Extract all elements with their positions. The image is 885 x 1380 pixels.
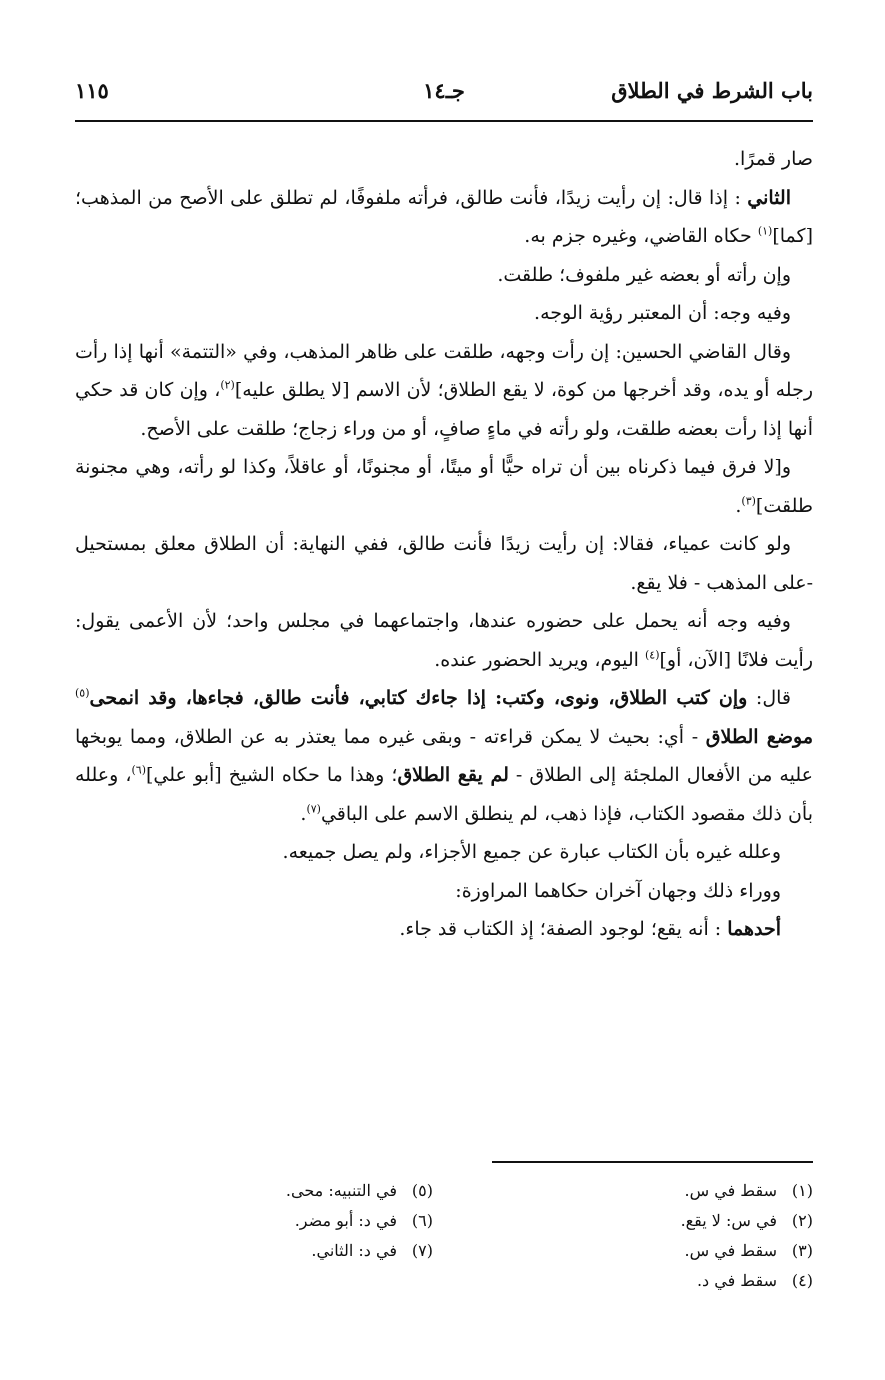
text-run: حكاه القاضي، وغيره جزم به. [524, 225, 758, 247]
footnote-number: (١) [791, 1181, 813, 1200]
page-number: ١١٥ [75, 78, 109, 103]
footnote-text: في د: الثاني. [311, 1241, 397, 1260]
paragraph [75, 294, 813, 333]
text-run: وإن رأته أو بعضه غير ملفوف؛ طلقت. [497, 263, 791, 286]
footnote-text: في التنبيه: محى. [285, 1181, 397, 1200]
footnote-text: في س: لا يقع. [680, 1211, 777, 1230]
paragraph [75, 179, 813, 256]
text-run: ووراء ذلك وجهان آخران حكاهما المراوزة: [455, 879, 781, 902]
text-run: و[لا فرق فيما ذكرناه بين أن تراه حيًّا أو ميتًا، أو مجنونًا، أو عاقلاً، وكذا لو رأته، وهي مجنونة طلقت] [75, 456, 813, 517]
footnote-ref: (٤) [644, 648, 660, 662]
volume-label: جـ١٤ [423, 78, 465, 103]
footnote [513, 1236, 813, 1266]
bold-matn: وإن كتب الطلاق، ونوى، وكتب: إذا جاءك كتابي، فأنت طالق، فجاءها، وقد انمحى [89, 687, 748, 709]
text-run: قال: [747, 687, 791, 709]
paragraph [75, 602, 813, 679]
footnote-ref: (١) [757, 224, 773, 238]
text-run: وفيه وجه أنه يحمل على حضوره عندها، واجتماعهما في مجلس واحد؛ لأن الأعمى يقول: رأيت فلانًا [الآن، أو] [75, 610, 813, 671]
text-run: . [735, 494, 742, 517]
text-run: ؛ وهذا ما حكاه الشيخ [أبو علي] [145, 764, 398, 786]
text-run: ، وعلله بأن ذلك مقصود الكتاب، فإذا ذهب، لم ينطلق الاسم على الباقي [75, 764, 813, 825]
paragraph [75, 333, 813, 449]
bold-matn: لم يقع الطلاق [397, 764, 509, 786]
text-run: ، وإن كان قد حكي أنها إذا رأت بعضه طلقت، ولو رأته في ماءٍ صافٍ، أو من وراء زجاج؛ طلقت على الأصح. [75, 379, 813, 440]
bold-matn: موضع الطلاق [705, 725, 813, 748]
footnote-rule [492, 1161, 813, 1163]
running-header [75, 78, 813, 118]
paragraph [75, 910, 813, 949]
footnote-number: (٢) [791, 1211, 813, 1230]
text-run: ولو كانت عمياء، فقالا: إن رأيت زيدًا فأنت طالق، ففي النهاية: أن الطلاق معلق بمستحيل -على المذهب - فلا يقع. [75, 533, 813, 594]
main-text [75, 140, 813, 949]
text-run: - أي: بحيث لا يمكن قراءته - وبقى غيره مما يعتذر به عن الطلاق، ومما يوبخها عليه من الأفعال الملجئة إلى الطلاق - [75, 725, 813, 786]
footnote [133, 1236, 433, 1266]
footnote [513, 1176, 813, 1206]
paragraph [75, 833, 813, 872]
paragraph [75, 872, 813, 911]
chapter-title: باب الشرط في الطلاق [611, 78, 813, 103]
footnote-number: (٧) [411, 1241, 433, 1260]
bold-term: أحدهما [727, 918, 781, 940]
text-run: اليوم، ويريد الحضور عنده. [434, 648, 645, 671]
footnote-number: (٥) [411, 1181, 433, 1200]
header-rule [75, 120, 813, 122]
paragraph [75, 140, 813, 179]
footnote-number: (٤) [791, 1271, 813, 1290]
paragraph [75, 256, 813, 295]
footnote-ref: (٧) [306, 802, 321, 816]
footnote-text: في د: أبو مضر. [294, 1211, 397, 1230]
footnote-text: سقط في س. [684, 1181, 777, 1200]
footnote-text: سقط في د. [696, 1271, 777, 1290]
footnote-column-left [133, 1176, 433, 1266]
footnote [133, 1176, 433, 1206]
footnote-ref: (٢) [220, 378, 235, 392]
text-run: وقال القاضي الحسين: إن رأت وجهه، طلقت على ظاهر المذهب، وفي «التتمة» أنها إذا رأت رجله أو يده، وقد أخرجها من كوة، لا يقع الطلاق؛ لأن الاسم [لا يطلق عليه] [75, 340, 813, 401]
text-run: : إذا قال: إن رأيت زيدًا، فأنت طالق، فرأته ملفوفًا، لم تطلق على الأصح من المذهب؛ [كما] [75, 186, 813, 247]
footnote [513, 1266, 813, 1296]
text-run: . [300, 802, 307, 825]
footnote-number: (٣) [791, 1241, 813, 1260]
text-run: وفيه وجه: أن المعتبر رؤية الوجه. [534, 302, 791, 324]
paragraph [75, 679, 813, 833]
text-run: : أنه يقع؛ لوجود الصفة؛ إذ الكتاب قد جاء. [399, 918, 728, 940]
text-run: وعلله غيره بأن الكتاب عبارة عن جميع الأجزاء، ولم يصل جميعه. [282, 841, 781, 863]
footnote-column-right [513, 1176, 813, 1296]
paragraph [75, 525, 813, 602]
footnote [133, 1206, 433, 1236]
text-run: صار قمرًا. [733, 148, 813, 170]
footnote-ref: (٣) [741, 494, 756, 508]
footnote-number: (٦) [411, 1211, 433, 1230]
footnote-ref: (٦) [131, 763, 146, 777]
paragraph [75, 448, 813, 525]
footnote-ref: (٥) [75, 686, 90, 700]
footnote-text: سقط في س. [684, 1241, 777, 1260]
footnote [513, 1206, 813, 1236]
bold-term: الثاني [747, 186, 791, 209]
